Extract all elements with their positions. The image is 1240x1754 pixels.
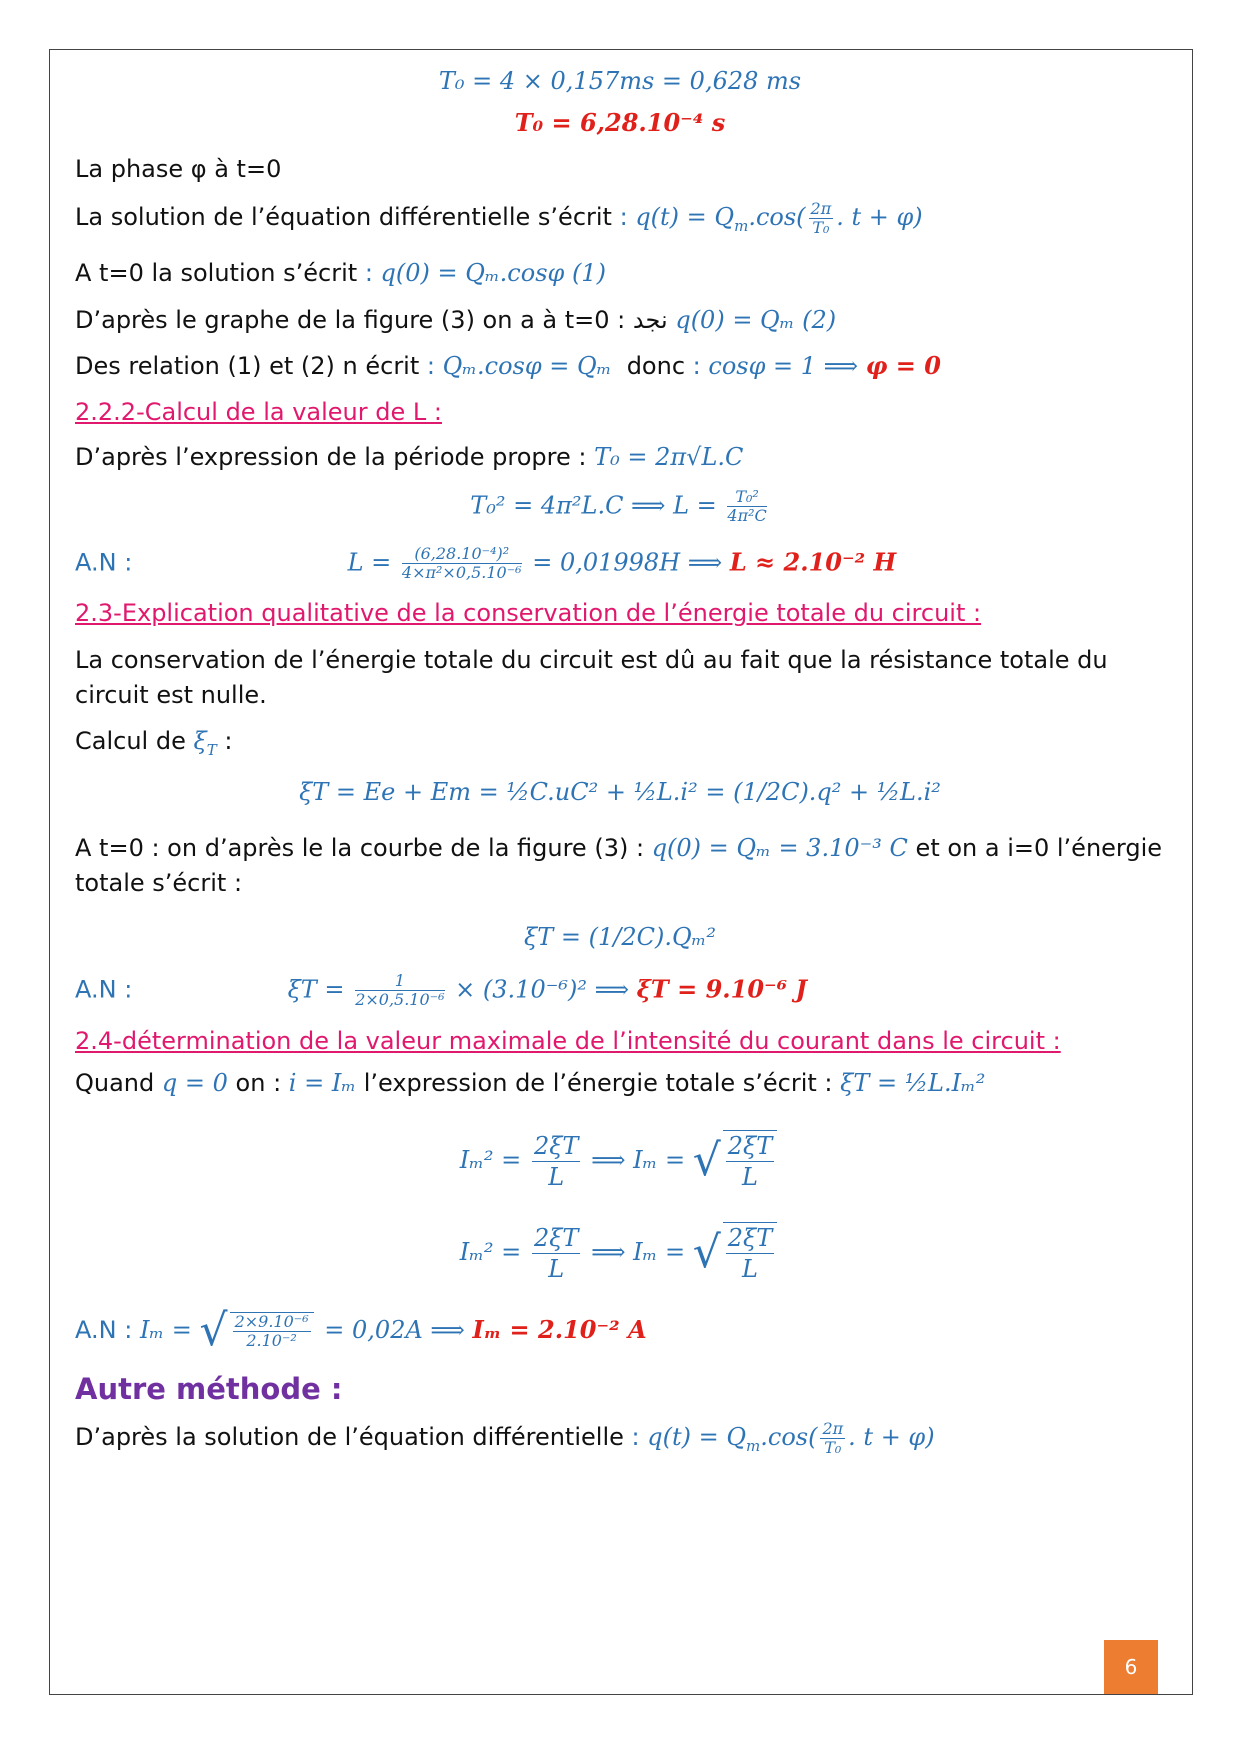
- l-an-result: L ≈ 2.10⁻² H: [729, 547, 897, 577]
- t0-calc: T₀ = 4 × 0,157ms = 0,628 ms: [438, 67, 802, 95]
- current-an-den: 2.10⁻²: [246, 1331, 297, 1350]
- im-eq-1-sqrt-den: L: [742, 1163, 758, 1191]
- relation-eq: Qₘ.cosφ = Qₘ: [442, 352, 612, 380]
- relation-eq2: cosφ = 1 ⟹: [708, 352, 859, 380]
- heading-23: 2.3-Explication qualitative de la conservation de l’énergie totale du circuit :: [75, 599, 982, 627]
- current-line: [75, 1068, 1180, 1098]
- im-eq-2-den: L: [548, 1254, 565, 1283]
- solution-2-q-lhs: q(t) = Q: [647, 1423, 747, 1451]
- l-an-line: [75, 545, 1180, 582]
- period-eq: T₀ = 2π√L.C: [594, 443, 744, 471]
- energy-an-den: 2×0,5.10⁻⁶: [355, 990, 445, 1009]
- energy-an-line: [75, 972, 1180, 1009]
- calc-line: [75, 726, 1180, 765]
- l-derivation: [75, 488, 1165, 525]
- l-derivation-lhs: T₀² = 4π²L.C ⟹ L =: [470, 491, 717, 520]
- phase-intro: La phase φ à t=0: [75, 155, 282, 183]
- energy-total-eq: ξT = (1/2C).Qₘ²: [524, 923, 716, 951]
- energy-text-2: circuit est nulle.: [75, 681, 267, 709]
- energy-t0-text3: totale s’écrit :: [75, 869, 243, 897]
- current-an-num: 2×9.10⁻⁶: [234, 1312, 309, 1331]
- im-eq-1-sqrt-num: 2ξT: [727, 1132, 773, 1160]
- energy-t0-text1: A t=0 : on d’après le la courbe de la figure (3) :: [75, 834, 645, 862]
- current-an-lhs: Iₘ =: [139, 1316, 192, 1344]
- l-frac-num: T₀²: [727, 488, 766, 507]
- heading-24: 2.4-détermination de la valeur maximale de l’intensité du courant dans le circuit :: [75, 1027, 1061, 1055]
- current-q0: q = 0: [161, 1069, 228, 1097]
- im-eq-2-num: 2ξT: [533, 1223, 579, 1252]
- solution-text: La solution de l’équation différentielle s’écrit: [75, 203, 612, 231]
- heading-222: 2.2.2-Calcul de la valeur de L :: [75, 398, 442, 426]
- im-eq-2-mid: ⟹ Iₘ =: [591, 1238, 686, 1266]
- current-an-label: A.N :: [75, 1316, 133, 1344]
- calc-colon: :: [224, 727, 233, 755]
- calc-label: Calcul de: [75, 727, 186, 755]
- im-eq-1-lhs: Iₘ² =: [459, 1146, 522, 1174]
- im-eq-1-den: L: [548, 1162, 565, 1191]
- current-an-result: Iₘ = 2.10⁻² A: [472, 1315, 647, 1344]
- t0-solution-line: A t=0 la solution s’écrit : q(0) = Qₘ.cosφ (1): [75, 259, 606, 287]
- solution-2-q-mid: .cos(: [760, 1423, 818, 1451]
- energy-an-label: A.N :: [75, 975, 133, 1004]
- im-eq-2-sqrt-num: 2ξT: [727, 1224, 773, 1252]
- im-eq-2-lhs: Iₘ² =: [459, 1238, 522, 1266]
- frac-2pi-den-2: T₀: [824, 1438, 842, 1457]
- t0-result: T₀ = 6,28.10⁻⁴ s: [514, 108, 726, 137]
- l-an-den: 4×π²×0,5.10⁻⁶: [401, 563, 522, 582]
- energy-t0-text2: et on a i=0 l’énergie: [915, 834, 1163, 862]
- current-i-eq: i = Iₘ: [288, 1069, 357, 1097]
- im-eq-2: Iₘ² = $\frac{2\xi T}{L}$ ⟹ Iₘ = √ $\frac{2\xi T}{L}$: [75, 1222, 1165, 1284]
- energy-main-eq: ξT = Ee + Em = ½C.uC² + ½L.i² = (1/2C).q² + ½L.i²: [299, 778, 941, 806]
- relation-text: Des relation (1) et (2) n écrit: [75, 352, 420, 380]
- solution-line: La solution de l’équation différentielle s’écrit : $q(t) = Q_m.\cos$( $\frac{2\pi}{\text{T₀}}$ . t + φ): [75, 199, 923, 237]
- energy-an-val: × (3.10⁻⁶)² ⟹: [455, 975, 630, 1004]
- l-an-lhs: L =: [347, 548, 392, 577]
- solution-q-mid: .cos(: [748, 203, 806, 231]
- im-eq-1-mid: ⟹ Iₘ =: [591, 1146, 686, 1174]
- frac-2pi-num: 2π: [810, 199, 832, 218]
- solution-text-2: D’après la solution de l’équation différentielle: [75, 1423, 624, 1451]
- solution-2-q-tail: . t + φ): [848, 1423, 935, 1451]
- current-energy-eq: ξT = ½L.Iₘ²: [840, 1069, 986, 1097]
- frac-2pi-num-2: 2π: [822, 1419, 844, 1438]
- autre-methode-heading: Autre méthode :: [75, 1372, 343, 1406]
- relation-line: Des relation (1) et (2) n écrit : Qₘ.cosφ = Qₘ donc : cosφ = 1 ⟹ φ = 0: [75, 351, 941, 380]
- graph-arabic: نجد: [632, 306, 668, 334]
- calc-sub: T: [206, 740, 217, 759]
- energy-t0-line: [75, 833, 1180, 863]
- l-an-val: = 0,01998H ⟹: [532, 548, 723, 577]
- l-frac-den: 4π²C: [727, 506, 767, 525]
- phi-result: φ = 0: [865, 351, 941, 380]
- graph-text: D’après le graphe de la figure (3) on a à t=0 :: [75, 306, 626, 334]
- l-an-num: (6,28.10⁻⁴)²: [402, 545, 522, 564]
- period-line: [75, 442, 1180, 472]
- im-eq-1-num: 2ξT: [533, 1131, 579, 1160]
- current-text-a: Quand: [75, 1069, 155, 1097]
- energy-an-result: ξT = 9.10⁻⁶ J: [636, 974, 807, 1004]
- im-eq-2-sqrt-den: L: [742, 1255, 758, 1283]
- energy-t0-eq: q(0) = Qₘ = 3.10⁻³ C: [651, 834, 908, 862]
- energy-an-lhs: ξT =: [287, 975, 345, 1004]
- period-text: D’après l’expression de la période propre :: [75, 443, 587, 471]
- page-number: 6: [1104, 1640, 1158, 1694]
- current-text-b: on :: [235, 1069, 282, 1097]
- current-an-line: A.N : Iₘ = √ $\frac{\text{2×9.10⁻⁶}}{\text{2.10⁻²}}$ = 0,02A ⟹ Iₘ = 2.10⁻² A: [75, 1305, 647, 1356]
- t0-text: A t=0 la solution s’écrit: [75, 259, 358, 287]
- solution-q-lhs: q(t) = Q: [635, 203, 735, 231]
- relation-donc: donc: [626, 352, 686, 380]
- t0-equation: q(0) = Qₘ.cosφ (1): [380, 259, 606, 287]
- energy-an-num: 1: [355, 972, 444, 991]
- l-an-label: A.N :: [75, 548, 133, 577]
- calc-sym: ξ: [193, 727, 207, 755]
- current-text-c: l’expression de l’énergie totale s’écrit :: [363, 1069, 833, 1097]
- energy-text-1: La conservation de l’énergie totale du circuit est dû au fait que la résistance totale du: [75, 646, 1108, 674]
- frac-2pi-den: T₀: [812, 218, 830, 237]
- im-eq-1: Iₘ² = $\frac{2\xi T}{L}$ ⟹ Iₘ = √ $\frac{2\xi T}{L}$: [75, 1130, 1165, 1192]
- current-an-val: = 0,02A ⟹: [324, 1316, 465, 1344]
- solution-q-tail: . t + φ): [836, 203, 923, 231]
- graph-line: [75, 305, 1180, 335]
- solution-line-2: D’après la solution de l’équation différentielle : $q(t) = Q_m.\cos$( $\frac{2\pi}{\text{T₀}}$ . t + φ): [75, 1419, 935, 1457]
- graph-equation: q(0) = Qₘ (2): [675, 306, 837, 334]
